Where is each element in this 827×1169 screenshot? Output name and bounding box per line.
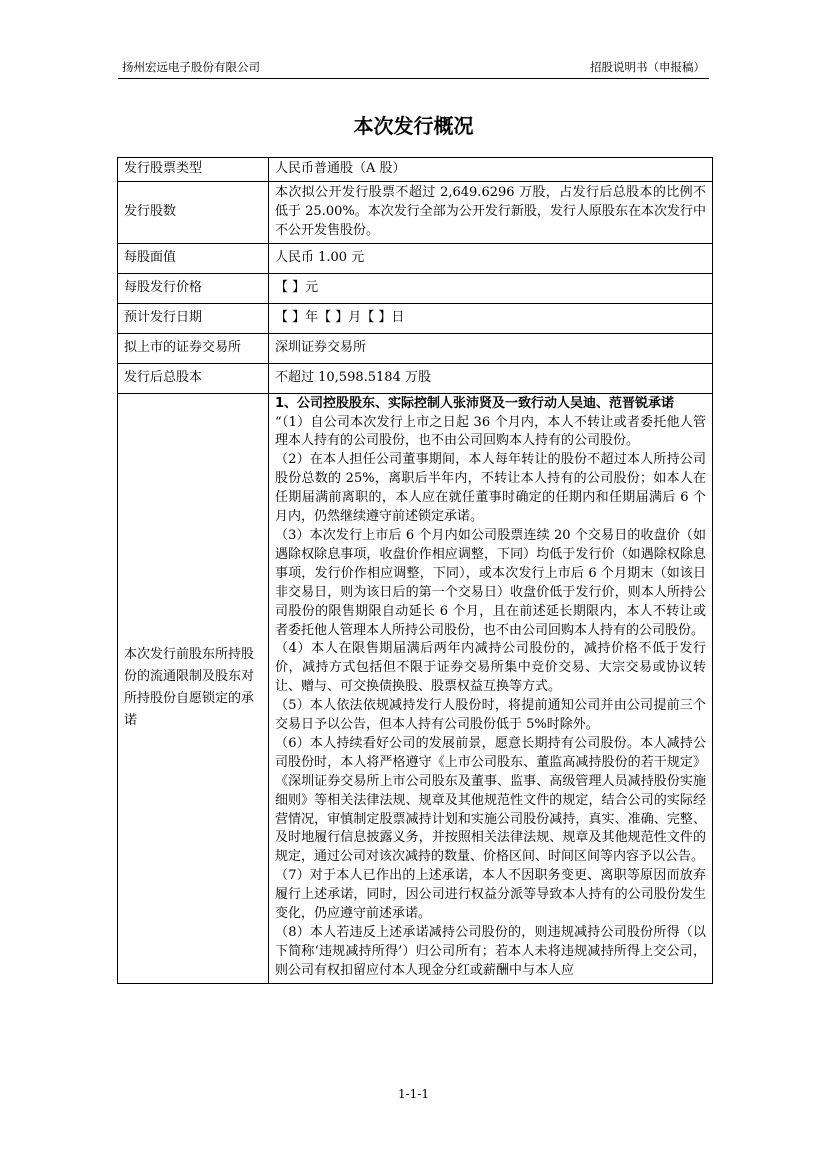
row-label-lockup-commitments: 本次发行前股东所持股份的流通限制及股东对所持股份自愿锁定的承诺 — [118, 393, 269, 983]
lockup-paragraph: （5）本人依法依规减持发行人股份时，将提前通知公司并由公司提前三个交易日予以公告，但本人持有公司股份低于 5%时除外。 — [275, 698, 706, 733]
lockup-paragraph: （3）本次发行上市后 6 个月内如公司股票连续 20 个交易日的收盘价（如遇除权除息事项，收盘价作相应调整，下同）均低于发行价（如遇除权除息事项，发行价作相应调整，下同），或本次发行上市后 6 个月期末（如该日非交易日，则为该日后的第一个交易日）收盘价低于发行价，则本人所持公司股份的限售期限自动延长 6 个月，且在前述延长期限内，本人不转让或者委托他人管理本人所持公司股份，也不由公司回购本人持有的公司股份。 — [275, 527, 706, 638]
table-row — [118, 333, 713, 363]
row-label-exchange: 拟上市的证券交易所 — [118, 333, 269, 363]
table-row — [118, 181, 713, 243]
header-document-type: 招股说明书（申报稿） — [590, 60, 705, 74]
table-row — [118, 158, 713, 182]
row-label-issue-price: 每股发行价格 — [118, 273, 269, 303]
lockup-paragraph: （8）本人若违反上述承诺减持公司股份的，则违规减持公司股份所得（以下简称‘违规减持所得’）归公司所有；若本人未将违规减持所得上交公司，则公司有权扣留应付本人现金分红或薪酬中与本人应 — [275, 925, 706, 978]
row-value-issue-price: 【 】元 — [269, 273, 713, 303]
page-title: 本次发行概况 — [353, 114, 474, 138]
row-value-issue-date: 【 】年【 】月【 】日 — [269, 303, 713, 333]
lockup-heading: 1、公司控股股东、实际控制人张沛贤及一致行动人吴迪、范晋锐承诺 — [275, 395, 675, 411]
table-row — [118, 273, 713, 303]
row-label-stock-type: 发行股票类型 — [118, 158, 269, 182]
row-label-total-shares: 发行后总股本 — [118, 363, 269, 393]
row-value-par-value: 人民币 1.00 元 — [269, 243, 713, 273]
lockup-paragraph: （2）在本人担任公司董事期间，本人每年转让的股份不超过本人所持公司股份总数的 25%，离职后半年内，不转让本人持有的公司股份；如本人在任期届满前离职的，本人应在就任董事时确定的任期内和任期届满后 6 个月内，仍然继续遵守前述锁定承诺。 — [275, 452, 706, 525]
table-row — [118, 363, 713, 393]
row-label-issue-date: 预计发行日期 — [118, 303, 269, 333]
table-row — [118, 303, 713, 333]
table-row — [118, 393, 713, 983]
lockup-paragraph: “（1）自公司本次发行上市之日起 36 个月内，本人不转让或者委托他人管理本人持有的公司股份，也不由公司回购本人持有的公司股份。 — [275, 414, 706, 449]
row-value-share-count: 本次拟公开发行股票不超过 2,649.6296 万股，占发行后总股本的比例不低于 25.00%。本次发行全部为公开发行新股，发行人原股东在本次发行中不公开发售股份。 — [269, 181, 713, 243]
row-label-par-value: 每股面值 — [118, 243, 269, 273]
header-company-name: 扬州宏远电子股份有限公司 — [122, 60, 260, 74]
lockup-paragraph: （6）本人持续看好公司的发展前景，愿意长期持有公司股份。本人减持公司股份时，本人将严格遵守《上市公司股东、董监高减持股份的若干规定》《深圳证券交易所上市公司股东及董事、监事、高级管理人员减持股份实施细则》等相关法律法规、规章及其他规范性文件的规定，结合公司的实际经营情况，审慎制定股票减持计划和实施公司股份减持，真实、准确、完整、及时地履行信息披露义务，并按照相关法律法规、规章及其他规范性文件的规定，通过公司对该次减持的数量、价格区间、时间区间等内容予以公告。 — [275, 735, 706, 865]
page-header — [118, 56, 709, 79]
lockup-paragraph: （7）对于本人已作出的上述承诺，本人不因职务变更、离职等原因而放弃履行上述承诺，同时，因公司进行权益分派等导致本人持有的公司股份发生变化，仍应遵守前述承诺。 — [275, 868, 706, 922]
lockup-paragraph: （4）本人在限售期届满后两年内减持公司股份的，减持价格不低于发行价，减持方式包括但不限于证券交易所集中竞价交易、大宗交易或协议转让、赠与、可交换债换股、股票权益互换等方式。 — [275, 641, 706, 695]
offering-overview-table — [117, 157, 713, 984]
table-row — [118, 243, 713, 273]
row-value-total-shares: 不超过 10,598.5184 万股 — [269, 363, 713, 393]
row-value-stock-type: 人民币普通股（A 股） — [269, 158, 713, 182]
row-value-exchange: 深圳证券交易所 — [269, 333, 713, 363]
row-label-share-count: 发行股数 — [118, 181, 269, 243]
page-number: 1-1-1 — [397, 1087, 429, 1101]
lockup-commitments-content — [269, 393, 713, 983]
